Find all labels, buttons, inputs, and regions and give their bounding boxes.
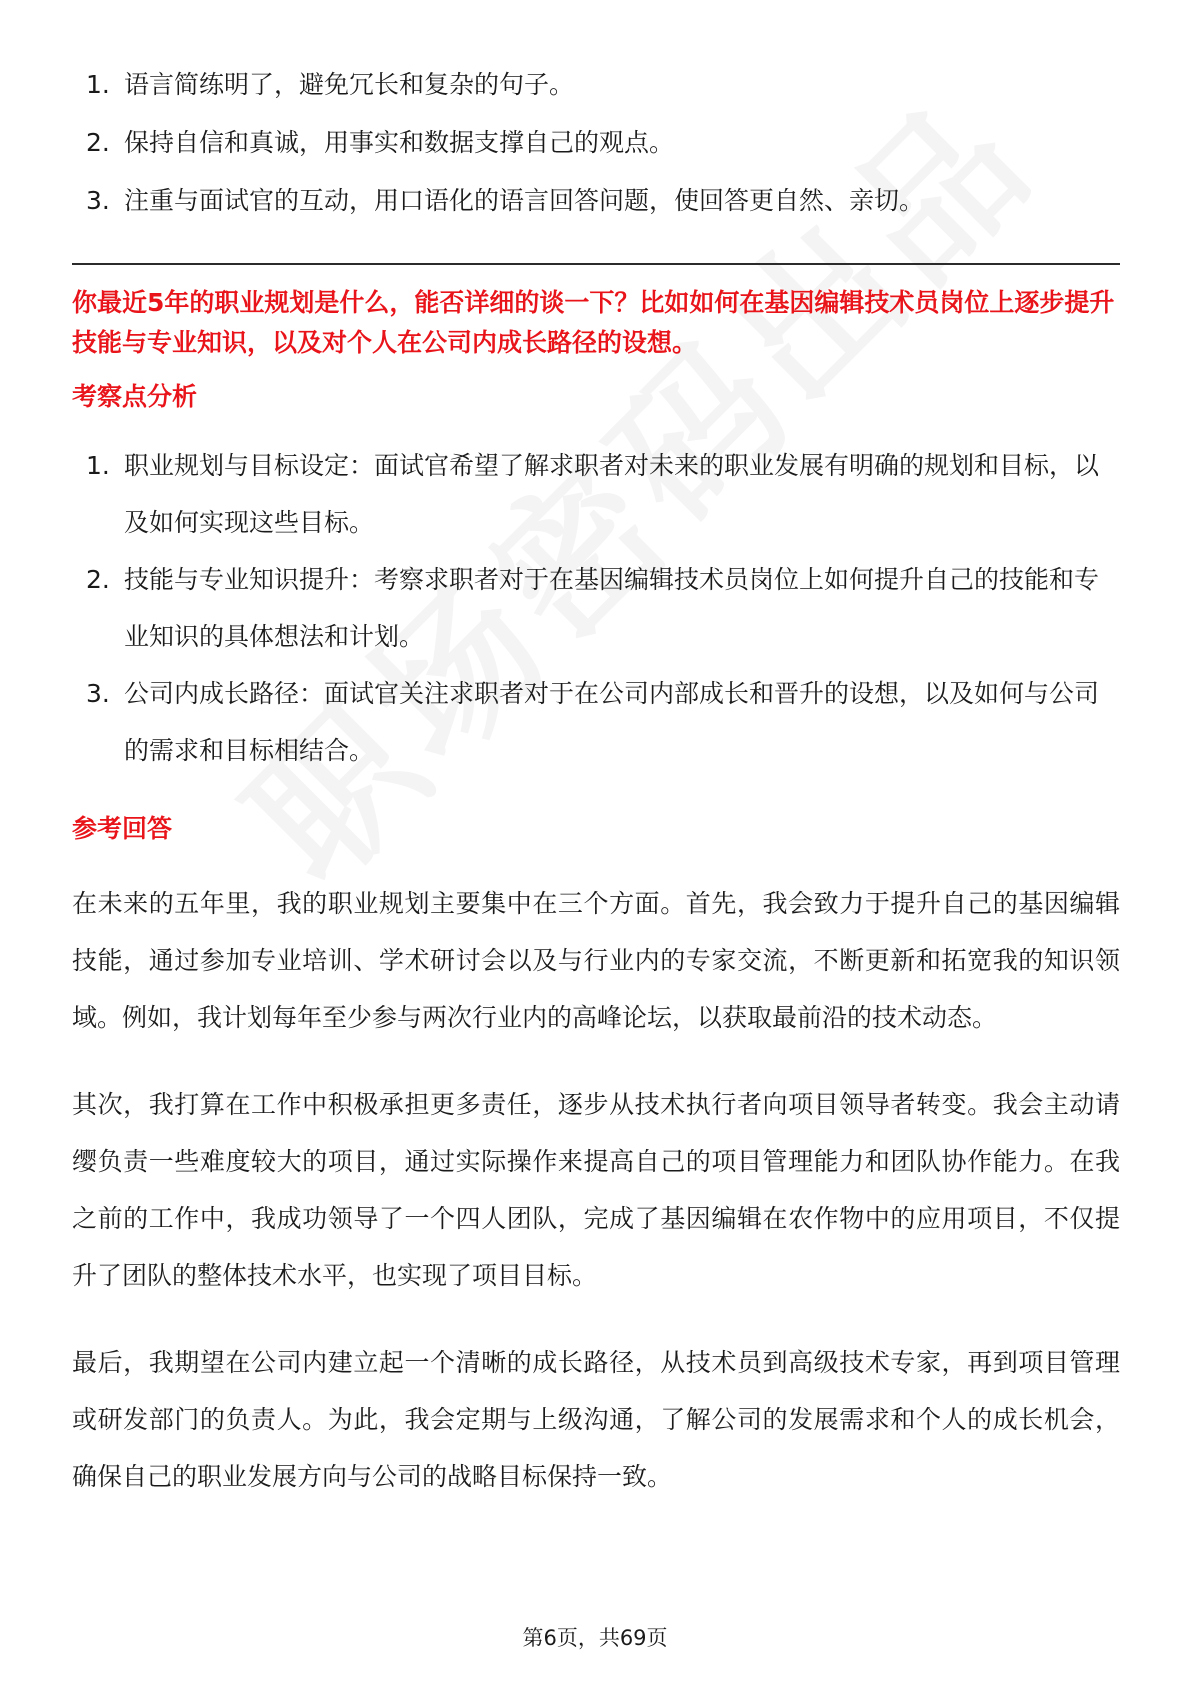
- analysis-heading: 考察点分析: [72, 382, 198, 411]
- list-number: 2.: [86, 128, 110, 157]
- list-number: 3.: [86, 186, 110, 215]
- list-item: [72, 56, 1120, 113]
- list-text: 语言简练明了，避免冗长和复杂的句子。: [124, 70, 575, 99]
- list-number: 2.: [86, 565, 110, 594]
- list-number: 1.: [86, 70, 110, 99]
- list-text: 公司内成长路径：面试官关注求职者对于在公司内部成长和晋升的设想，以及如何与公司的需求和目标相结合。: [124, 679, 1100, 765]
- list-text: 技能与专业知识提升：考察求职者对于在基因编辑技术员岗位上如何提升自己的技能和专业知识的具体想法和计划。: [124, 565, 1100, 651]
- answer-paragraph: 在未来的五年里，我的职业规划主要集中在三个方面。首先，我会致力于提升自己的基因编辑技能，通过参加专业培训、学术研讨会以及与行业内的专家交流，不断更新和拓宽我的知识领域。例如，我计划每年至少参与两次行业内的高峰论坛，以获取最前沿的技术动态。: [72, 889, 1120, 1032]
- reference-heading: 参考回答: [72, 814, 173, 843]
- list-item: [72, 172, 1120, 229]
- section-divider: [72, 263, 1120, 265]
- tips-list: [72, 56, 1120, 229]
- list-number: 1.: [86, 451, 110, 480]
- list-number: 3.: [86, 679, 110, 708]
- analysis-list: [72, 437, 1120, 779]
- page-content: [72, 56, 1120, 1535]
- page-number: 第6页，共69页: [522, 1626, 668, 1650]
- list-text: 保持自信和真诚，用事实和数据支撑自己的观点。: [124, 128, 675, 157]
- list-item: [72, 114, 1120, 171]
- answer-paragraph: 最后，我期望在公司内建立起一个清晰的成长路径，从技术员到高级技术专家，再到项目管理或研发部门的负责人。为此，我会定期与上级沟通，了解公司的发展需求和个人的成长机会，确保自己的职业发展方向与公司的战略目标保持一致。: [72, 1348, 1120, 1491]
- answer-paragraph: 其次，我打算在工作中积极承担更多责任，逐步从技术执行者向项目领导者转变。我会主动请缨负责一些难度较大的项目，通过实际操作来提高自己的项目管理能力和团队协作能力。在我之前的工作中，我成功领导了一个四人团队，完成了基因编辑在农作物中的应用项目，不仅提升了团队的整体技术水平，也实现了项目目标。: [72, 1090, 1120, 1290]
- list-item: [72, 665, 1120, 779]
- list-text: 注重与面试官的互动，用口语化的语言回答问题，使回答更自然、亲切。: [124, 186, 925, 215]
- list-text: 职业规划与目标设定：面试官希望了解求职者对未来的职业发展有明确的规划和目标，以及如何实现这些目标。: [124, 451, 1100, 537]
- list-item: [72, 551, 1120, 665]
- interview-question: 你最近5年的职业规划是什么，能否详细的谈一下？比如如何在基因编辑技术员岗位上逐步提升技能与专业知识，以及对个人在公司内成长路径的设想。: [72, 288, 1115, 357]
- list-item: [72, 437, 1120, 551]
